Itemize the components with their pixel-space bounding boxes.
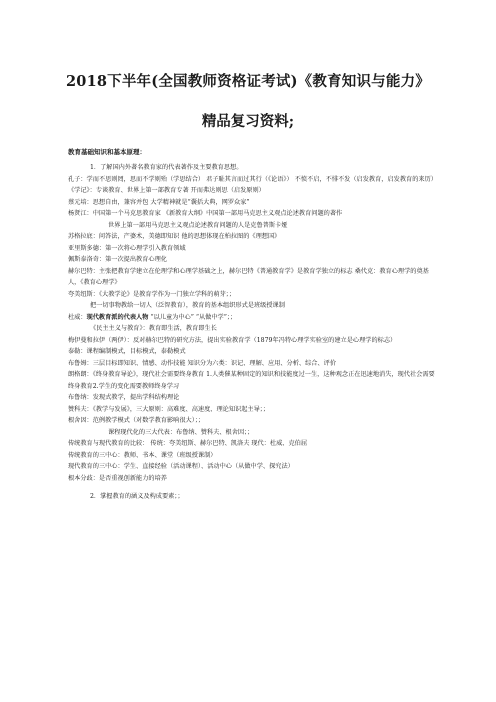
- bold-phrase: 现代教育派的代表人物: [86, 313, 149, 321]
- text-line: 孔子：学而不思则罔，思而不学则殆（学思结合） 君子耻其言而过其行（《论语》） 不愤不启，不悱不发（启发教育，启发教育的来历）: [68, 175, 437, 183]
- text-line: 根舍因：范例教学模式（对数学教育影响很大）；；: [68, 417, 205, 424]
- text-line: 梅伊曼和拉伊（两伊）：反对赫尔巴特的研究方法，提出实验教育学（1879年冯特心理学实验室的建立是心理学的标志）: [68, 336, 397, 344]
- text-line: 现代教育的三中心：学生、直接经验（活动课程）、活动中心（从做中学、探究法）: [68, 463, 294, 470]
- text-line: 夸美纽斯：《大教学论》是教育学作为一门独立学科的萌芽；；: [68, 290, 236, 298]
- text-line: 亚里斯多德：第一次将心理学引入教育领域: [68, 244, 186, 252]
- paragraph-gap: [68, 484, 440, 491]
- text-line: 世界上第一部用马克思主义观点论述教育问题的人是克鲁普斯卡娅: [108, 221, 288, 229]
- text-line: 蔡元培：思想自由，兼容并包 大学精神就是“囊括大典，网罗众家”: [68, 198, 250, 206]
- text-line: 朗格朗：《终身教育导论》，现代社会需要终身教育 1.人类催某种固定的知识和技能度过一生，这种观念正在迅速地消失，现代社会需要终身教育2.学生的变化需要教师终身学习: [68, 371, 435, 390]
- text-line: 《民主主义与教育》：教育即生活，教育即生长: [90, 325, 217, 332]
- text-line: 杜威：现代教育派的代表人物 “以儿童为中心” “从做中学”；；: [68, 313, 237, 321]
- section-heading: 教育基础知识和基本原理：: [68, 148, 146, 156]
- text-line: 《学记》：专谈教育、世界上第一部教育专著 开而弗达则思（启发原则）: [68, 187, 265, 194]
- document-body: [68, 162, 440, 503]
- text-line: 赫尔巴特：主张把教育学建立在伦理学和心理学基础之上，赫尔巴特《普通教育学》是教育学独立的标志 桑代克：教育心理学的奠基人，《教育心理学》: [68, 267, 429, 286]
- text-line: 布鲁姆：三层目标即知识、情感、动作技能 知识分为六类：识记、理解、应用、分析、综合、评价: [68, 359, 337, 367]
- text-line: 佩斯泰洛奇：第一次提出教育心理化: [68, 256, 167, 263]
- text-line: 把一切事物教给一切人（泛智教育），教育的基本组织形式是班级授课制: [90, 302, 285, 309]
- text-line: 杨贤江：中国第一个马克思教育家 《新教育大纲》中国第一部用马克思主义观点论述教育问题的著作: [68, 210, 343, 217]
- text-line: 2．掌握教育的涵义及构成要素；；: [90, 493, 184, 500]
- text-line: 传统教育的三中心：教师、书本、课堂（班级授课制）: [68, 451, 217, 459]
- text-line: 苏格拉底：问答法，产婆术，美德即知识 他的思想体现在柏拉图的《理想国》: [68, 233, 281, 240]
- document-subtitle: 精品复习资料;: [201, 113, 295, 130]
- document-title: 2018下半年(全国教师资格证考试)《教育知识与能力》: [66, 73, 430, 90]
- text-line: 1．了解国内外著名教育家的代表著作及主要教育思想。: [90, 164, 243, 171]
- text-line: 传统教育与现代教育的比较： 传统：夸美纽斯、赫尔巴特、凯洛夫 现代：杜威、克伯屈: [68, 440, 308, 447]
- text-line: 赞科夫：《教学与发展》，三大原则：高难度、高速度、理论知识起主导；；: [68, 405, 270, 413]
- text-line: 布鲁纳：发现式教学，提出学科结构理论: [68, 394, 180, 401]
- text-line: 课程现代化的三大代表：布鲁纳、赞科夫、根舍因；；: [108, 428, 254, 436]
- text-line: 泰勒：课程编制模式，目标模式，泰勒模式: [68, 348, 186, 355]
- text-line: 根本分歧：是否重视创新能力的培养: [68, 474, 167, 482]
